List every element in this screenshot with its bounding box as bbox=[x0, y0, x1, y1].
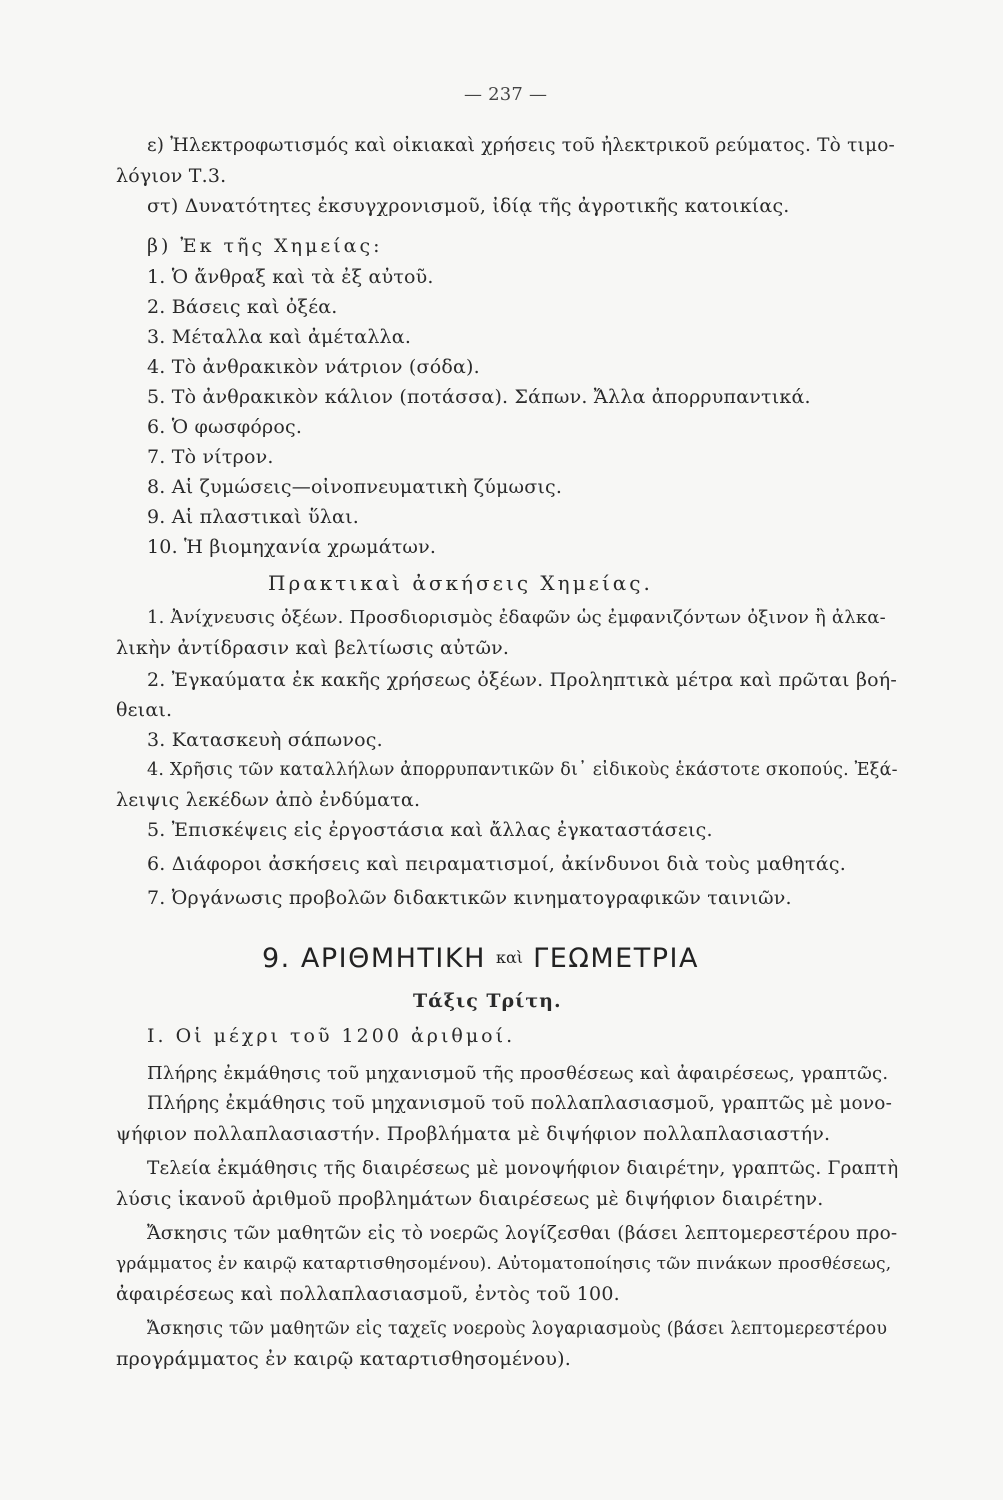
text-line: 7. Ὀργάνωσις προβολῶν διδακτικῶν κινηματογραφικῶν ταινιῶν. bbox=[147, 887, 792, 909]
list-item: 5. Τὸ ἀνθρακικὸν κάλιον (ποτάσσα). Σάπων. Ἄλλα ἀπορρυπαντικά. bbox=[147, 386, 811, 408]
section-number: 9. bbox=[262, 943, 291, 974]
text-line: 1. Ἀνίχνευσις ὀξέων. Προσδιορισμὸς ἐδαφῶν ὡς ἐμφανιζόντων ὀξινον ἢ ἀλκα- bbox=[147, 607, 886, 628]
list-item: 4. Τὸ ἀνθρακικὸν νάτριον (σόδα). bbox=[147, 356, 480, 378]
text-line: ἀφαιρέσεως καὶ πολλαπλασιασμοῦ, ἐντὸς τοῦ 100. bbox=[116, 1283, 620, 1305]
list-item: 2. Βάσεις καὶ ὀξέα. bbox=[147, 296, 338, 318]
list-item: 8. Αἱ ζυμώσεις—οἰνοπνευματικὴ ζύμωσις. bbox=[147, 476, 563, 498]
text-line: Πλήρης ἐκμάθησις τοῦ μηχανισμοῦ τοῦ πολλαπλασιασμοῦ, γραπτῶς μὲ μονο- bbox=[147, 1093, 893, 1114]
text-line: Πλήρης ἐκμάθησις τοῦ μηχανισμοῦ τῆς προσθέσεως καὶ ἀφαιρέσεως, γραπτῶς. bbox=[147, 1063, 889, 1084]
list-item: 6. Ὁ φωσφόρος. bbox=[147, 416, 303, 438]
text-line: 5. Ἐπισκέψεις εἰς ἐργοστάσια καὶ ἄλλας ἐγκαταστάσεις. bbox=[147, 819, 713, 841]
section-title bbox=[262, 940, 699, 977]
text-line: Ἄσκησις τῶν μαθητῶν εἰς ταχεῖς νοεροὺς λογαριασμοὺς (βάσει λεπτομερεστέρου bbox=[147, 1319, 888, 1339]
text-line: λικὴν ἀντίδρασιν καὶ βελτίωσις αὐτῶν. bbox=[116, 637, 510, 659]
list-item: 3. Μέταλλα καὶ ἀμέταλλα. bbox=[147, 326, 412, 348]
exercises-heading: Πρακτικαὶ ἀσκήσεις Χημείας. bbox=[268, 571, 653, 595]
subsection-heading: β) Ἐκ τῆς Χημείας: bbox=[147, 235, 383, 257]
section-title-a: ΑΡΙΘΜΗΤΙΚΗ bbox=[300, 943, 486, 974]
section-subtitle: Τάξις Τρίτη. bbox=[413, 990, 562, 1012]
text-line: 4. Χρῆσις τῶν καταλλήλων ἀπορρυπαντικῶν δι᾽ εἰδικοὺς ἑκάστοτε σκοπούς. Ἐξά- bbox=[147, 760, 898, 780]
list-item: 7. Τὸ νίτρον. bbox=[147, 446, 274, 468]
text-line: 6. Διάφοροι ἀσκήσεις καὶ πειραματισμοί, ἀκίνδυνοι διὰ τοὺς μαθητάς. bbox=[147, 853, 846, 875]
text-line: στ) Δυνατότητες ἐκσυγχρονισμοῦ, ἰδίᾳ τῆς ἀγροτικῆς κατοικίας. bbox=[147, 195, 790, 217]
text-line: ε) Ἠλεκτροφωτισμός καὶ οἰκιακαὶ χρήσεις τοῦ ἠλεκτρικοῦ ρεύματος. Τὸ τιμο- bbox=[147, 135, 896, 156]
text-line: 3. Κατασκευὴ σάπωνος. bbox=[147, 729, 383, 751]
text-line: γράμματος ἐν καιρῷ καταρτισθησομένου). Αὐτοματοποίησις τῶν πινάκων προσθέσεως, bbox=[116, 1254, 892, 1274]
text-line: θειαι. bbox=[116, 699, 173, 721]
text-line: 2. Ἐγκαύματα ἐκ κακῆς χρήσεως ὀξέων. Προληπτικὰ μέτρα καὶ πρῶται βοή- bbox=[147, 669, 897, 691]
text-line: λόγιον Τ.3. bbox=[116, 165, 227, 187]
text-line: Τελεία ἐκμάθησις τῆς διαιρέσεως μὲ μονοψήφιον διαιρέτην, γραπτῶς. Γραπτὴ bbox=[147, 1158, 899, 1179]
list-item: 10. Ἡ βιομηχανία χρωμάτων. bbox=[147, 536, 437, 558]
section-conjunction: καὶ bbox=[495, 948, 524, 967]
section-title-b: ΓΕΩΜΕΤΡΙΑ bbox=[533, 943, 699, 974]
list-item: 1. Ὁ ἄνθραξ καὶ τὰ ἐξ αὐτοῦ. bbox=[147, 266, 434, 288]
text-line: λειψις λεκέδων ἀπὸ ἐνδύματα. bbox=[116, 789, 421, 811]
list-item: 9. Αἱ πλαστικαὶ ὕλαι. bbox=[147, 506, 359, 528]
text-line: Ἄσκησις τῶν μαθητῶν εἰς τὸ νοερῶς λογίζεσθαι (βάσει λεπτομερεστέρου προ- bbox=[147, 1223, 898, 1244]
text-line: προγράμματος ἐν καιρῷ καταρτισθησομένου). bbox=[116, 1348, 572, 1370]
text-line: λύσις ἱκανοῦ ἀριθμοῦ προβλημάτων διαιρέσεως μὲ διψήφιον διαιρέτην. bbox=[116, 1188, 824, 1210]
page-number: — 237 — bbox=[464, 84, 548, 105]
text-line: ψήφιον πολλαπλασιαστήν. Προβλήματα μὲ διψήφιον πολλαπλασιαστήν. bbox=[116, 1123, 831, 1145]
subsection-heading: I. Οἱ μέχρι τοῦ 1200 ἀριθμοί. bbox=[147, 1025, 516, 1047]
